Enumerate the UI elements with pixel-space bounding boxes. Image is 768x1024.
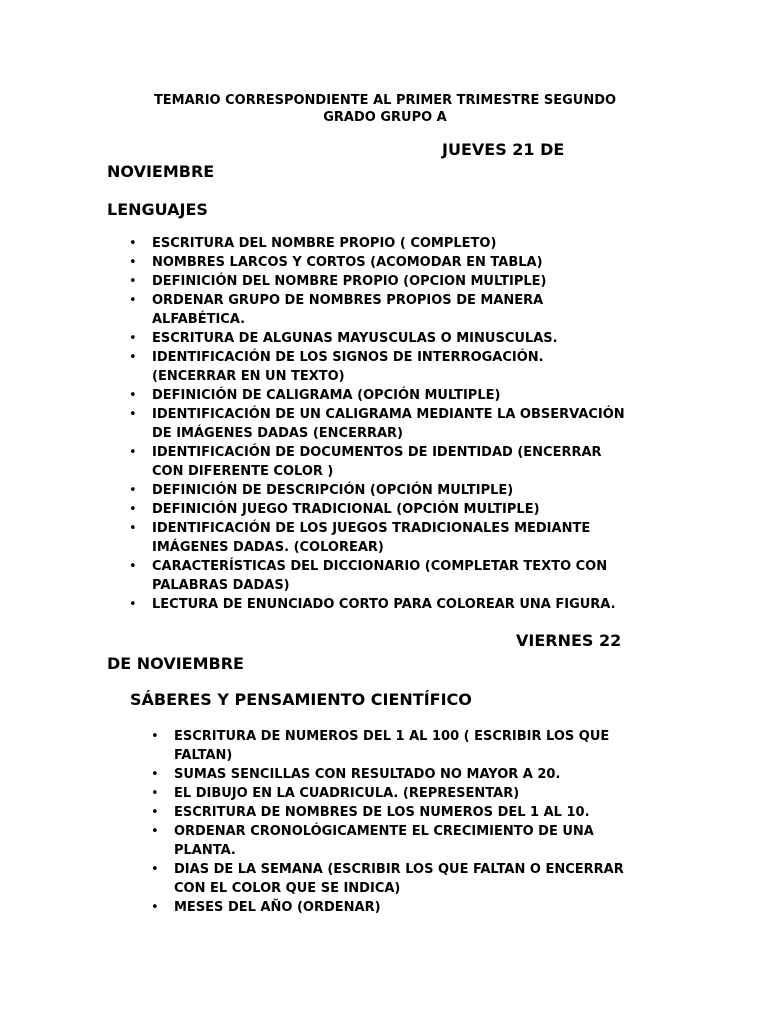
topic-item-line: • ESCRITURA DE ALGUNAS MAYUSCULAS O MINUSCULAS.: [152, 331, 558, 346]
topic-item-line: • IDENTIFICACIÓN DE UN CALIGRAMA MEDIANTE LA OBSERVACIÓN: [152, 407, 625, 422]
topic-item-line: • ESCRITURA DE NUMEROS DEL 1 AL 100 ( ESCRIBIR LOS QUE: [174, 729, 610, 744]
topic-item: [152, 405, 692, 443]
topic-item-line: • DIAS DE LA SEMANA (ESCRIBIR LOS QUE FALTAN O ENCERRAR: [174, 862, 624, 877]
topic-item-line: • ESCRITURA DEL NOMBRE PROPIO ( COMPLETO): [152, 236, 497, 251]
section2-date-part2: DE NOVIEMBRE: [107, 654, 244, 673]
topic-item: [174, 784, 714, 803]
topic-item-line: • ORDENAR CRONOLÓGICAMENTE EL CRECIMIENTO DE UNA: [174, 824, 594, 839]
topic-item-line: PLANTA.: [174, 843, 236, 858]
topic-item: [152, 500, 692, 519]
topic-item: [174, 765, 714, 784]
topic-item: [152, 557, 692, 595]
topic-item: [152, 348, 692, 386]
topic-item-line: DE IMÁGENES DADAS (ENCERRAR): [152, 426, 403, 441]
title-line-1: TEMARIO CORRESPONDIENTE AL PRIMER TRIMESTRE SEGUNDO: [153, 93, 617, 108]
topic-item-line: • IDENTIFICACIÓN DE DOCUMENTOS DE IDENTIDAD (ENCERRAR: [152, 445, 602, 460]
topic-item: [152, 234, 692, 253]
topic-item-line: CON DIFERENTE COLOR ): [152, 464, 334, 479]
topic-item: [174, 898, 714, 917]
topic-item-line: • EL DIBUJO EN LA CUADRICULA. (REPRESENTAR): [174, 786, 520, 801]
topic-item: [174, 803, 714, 822]
topic-item-line: • DEFINICIÓN DE DESCRIPCIÓN (OPCIÓN MULTIPLE): [152, 483, 514, 498]
topic-item-line: • ESCRITURA DE NOMBRES DE LOS NUMEROS DEL 1 AL 10.: [174, 805, 590, 820]
topic-item-line: • ORDENAR GRUPO DE NOMBRES PROPIOS DE MANERA: [152, 293, 544, 308]
topic-item: [152, 481, 692, 500]
topic-item-line: • IDENTIFICACIÓN DE LOS JUEGOS TRADICIONALES MEDIANTE: [152, 521, 591, 536]
topic-item: [152, 519, 692, 557]
topic-item-line: ALFABÉTICA.: [152, 312, 246, 327]
topic-item-line: • NOMBRES LARCOS Y CORTOS (ACOMODAR EN TABLA): [152, 255, 543, 270]
topic-item: [174, 860, 714, 898]
topic-item: [152, 253, 692, 272]
section2-topic-list: [174, 727, 714, 917]
topic-item-line: • DEFINICIÓN JUEGO TRADICIONAL (OPCIÓN MULTIPLE): [152, 502, 540, 517]
topic-item-line: • CARACTERÍSTICAS DEL DICCIONARIO (COMPLETAR TEXTO CON: [152, 559, 608, 574]
section1-subject-heading: LENGUAJES: [107, 200, 208, 219]
topic-item-line: • LECTURA DE ENUNCIADO CORTO PARA COLOREAR UNA FIGURA.: [152, 597, 616, 612]
document-title: [100, 92, 670, 126]
section2-subject-heading: SÁBERES Y PENSAMIENTO CIENTÍFICO: [130, 690, 472, 709]
section1-date-part1: JUEVES 21 DE: [442, 140, 565, 159]
section1-topic-list: [152, 234, 692, 614]
topic-item-line: IMÁGENES DADAS. (COLOREAR): [152, 540, 384, 555]
section1-date-part2: NOVIEMBRE: [107, 162, 215, 181]
topic-item: [152, 329, 692, 348]
topic-item: [174, 727, 714, 765]
topic-item-line: • DEFINICIÓN DEL NOMBRE PROPIO (OPCION MULTIPLE): [152, 274, 547, 289]
title-line-2: GRADO GRUPO A: [323, 110, 447, 125]
section2-date-part1: VIERNES 22: [516, 631, 622, 650]
topic-item-line: FALTAN): [174, 748, 233, 763]
topic-item-line: (ENCERRAR EN UN TEXTO): [152, 369, 345, 384]
topic-item: [152, 291, 692, 329]
topic-item: [152, 272, 692, 291]
topic-item-line: • MESES DEL AÑO (ORDENAR): [174, 900, 381, 915]
topic-item-line: • IDENTIFICACIÓN DE LOS SIGNOS DE INTERROGACIÓN.: [152, 350, 544, 365]
topic-item: [152, 595, 692, 614]
topic-item-line: • SUMAS SENCILLAS CON RESULTADO NO MAYOR A 20.: [174, 767, 561, 782]
topic-item-line: • DEFINICIÓN DE CALIGRAMA (OPCIÓN MULTIPLE): [152, 388, 501, 403]
topic-item-line: CON EL COLOR QUE SE INDICA): [174, 881, 401, 896]
topic-item: [174, 822, 714, 860]
topic-item-line: PALABRAS DADAS): [152, 578, 290, 593]
topic-item: [152, 443, 692, 481]
topic-item: [152, 386, 692, 405]
